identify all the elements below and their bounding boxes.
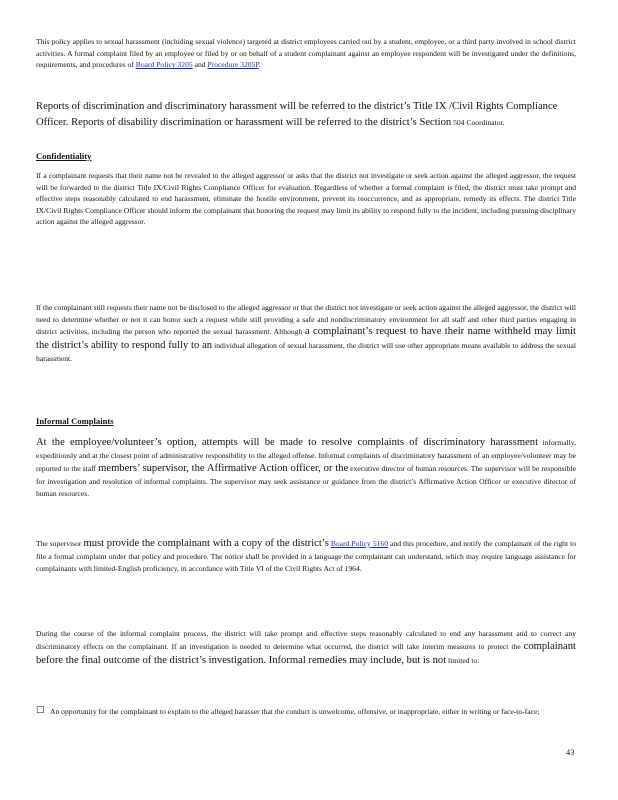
paragraph-name-withheld	[36, 302, 576, 365]
paragraph-informal-process	[36, 628, 576, 668]
procedure-3205p-link[interactable]: Procedure 3205P	[207, 60, 259, 70]
section-504-text: 504 Coordinator.	[451, 118, 505, 127]
informal-options-large-text: At the employee/volunteer’s option, attempts will be made to resolve complaints of discriminatory harassment	[36, 437, 539, 448]
board-policy-5160-link[interactable]: Board Policy 5160	[330, 539, 389, 548]
paragraph-informal-options	[36, 436, 576, 499]
bullet-marker-icon: □	[36, 705, 45, 715]
supervisor-text: executive director of human resources. The supervisor will be responsible for investigation and resolution of informal complaints. The supervisor may seek assistance or guidance from the district’s Affirmative Action Officer or executive director of human resources.	[36, 463, 576, 498]
board-policy-3205-link[interactable]: Board Policy 3205	[135, 60, 193, 70]
paragraph-policy-scope	[36, 36, 576, 71]
paragraph-confidentiality-request: If a complainant requests that their name not be revealed to the alleged aggressor or asks that the district not investigate or seek action against the alleged aggressor, the request will be forwarded to the district Title IX/Civil Rights Compliance Officer for evaluation. Regardless of whether a formal complaint is filed, the district must take prompt and effective steps reasonably calculated to end harassment, eliminate the hostile environment, prevent its reoccurrence, and as appropriate, remedy its effects. The district Title IX/Civil Rights Compliance Officer should inform the complainant that honoring the request may limit its ability to respond fully to the incident, including pursuing disciplinary action against the alleged aggressor.	[36, 171, 576, 227]
informal-options-text: informally, expeditiously and at the closest point of administrative responsibility to the alleged offense. Informal complaints of discriminatory harassment of an employee/volunteer may be reported to the staff	[36, 438, 576, 473]
supervisor-large-text: members’ supervisor, the Affirmative Action officer, or the	[98, 462, 349, 474]
referrals-text: Reports of discrimination and discriminatory harassment will be referred to the district’s Title IX /Civil Rights Compliance Officer. Reports of disability discrimination or harassment will be referred to the district’s Section	[36, 101, 558, 128]
supervisor-notice-large-text: must provide the complainant with a copy of the district’s	[83, 538, 329, 549]
period-text: .	[258, 60, 261, 70]
paragraph-supervisor-notice	[36, 537, 576, 575]
page-number: 43	[566, 748, 575, 757]
and-text: and	[192, 60, 208, 70]
bullet-item-opportunity: An opportunity for the complainant to explain to the alleged harasser that the conduct is unwelcome, offensive, or inappropriate, either in writing or face-to-face;	[50, 707, 540, 716]
name-withheld-end-text: individual allegation of sexual harassment, the district will use other appropriate means available to address the sexual harassment.	[36, 341, 576, 364]
supervisor-notice-start: The supervisor	[36, 539, 84, 548]
name-withheld-large-text: a complainant’s request to have their name withheld may limit the district’s ability to respond fully to an	[36, 326, 576, 352]
limited-to-text: limited to:	[448, 655, 480, 665]
heading-informal-complaints: Informal Complaints	[36, 416, 114, 426]
heading-confidentiality: Confidentiality	[36, 151, 92, 161]
name-withheld-text: If the complainant still requests their name not be disclosed to the alleged aggressor or that the district not investigate or seek action against the alleged aggressor, the district will need to determine whether or not it can honor such a request while still providing a safe and nondiscriminatory environment for all staff and other third parties engaging in district activities, including the person who reported the sexual harassment. Although	[36, 303, 576, 337]
informal-process-text: During the course of the informal complaint process, the district will take prompt and effective steps reasonably calculated to end any harassment and to correct any discriminatory effects on the complainant. If an investigation is needed to determine what occurred, the district will take interim measures to protect the	[36, 629, 576, 651]
informal-process-large-text: complainant before the final outcome of the district’s investigation. Informal remedies may include, but is not	[36, 640, 576, 666]
policy-scope-text: This policy applies to sexual harassment (including sexual violence) targeted at district employees carried out by a student, employee, or a third party involved in school district activities. A formal complaint filed by an employee or filed by or on behalf of a student complainant against an employee respondent will be investigated under the definitions, requirements, and procedures of	[36, 37, 576, 70]
supervisor-notice-text: and this procedure, and notify the complainant of the right to file a formal complaint under that policy and procedure. The notice shall be provided in a language the complainant can understand, which may require language assistance for complainants with limited-English proficiency, in accordance with Title VI of the Civil Rights Act of 1964.	[36, 539, 576, 573]
paragraph-referrals	[36, 98, 576, 130]
